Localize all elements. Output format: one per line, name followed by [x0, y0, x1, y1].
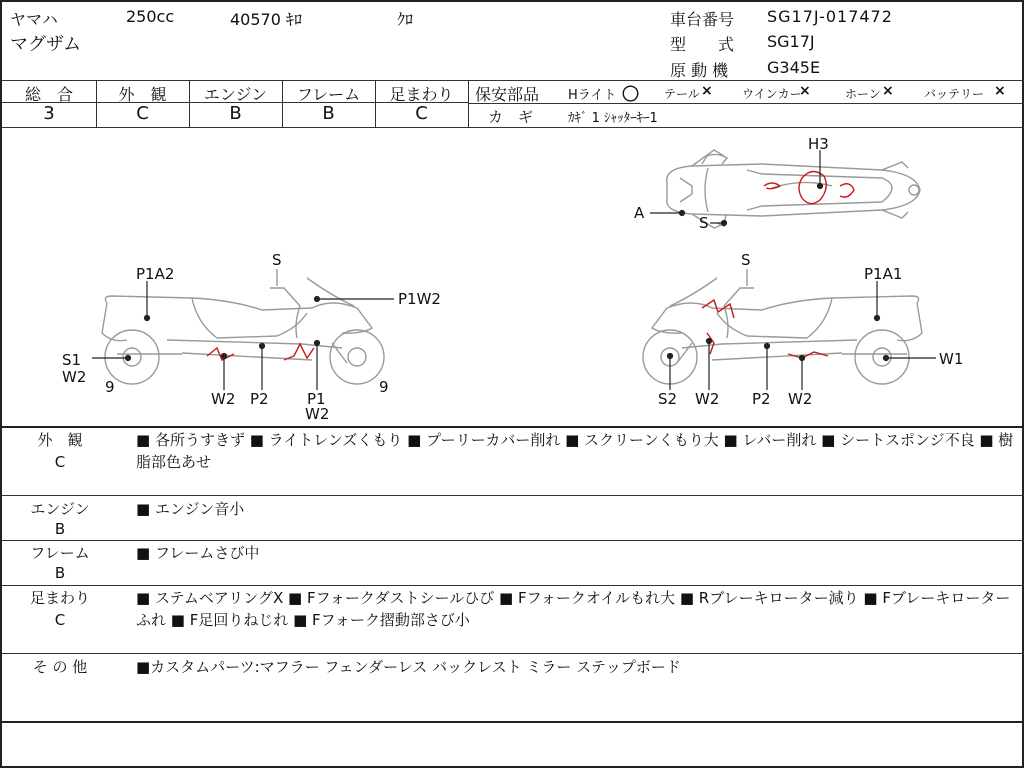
label-p2-right: P2: [752, 390, 771, 408]
key-value: ｶｷﾞ 1 ｼｬｯﾀｰｷｰ1: [568, 111, 658, 126]
grade-suspension-value: C: [415, 103, 428, 124]
label-p1a1: P1A1: [864, 265, 903, 283]
label-w2-right-b: W2: [788, 390, 813, 408]
safety-parts-label: 保安部品: [475, 85, 540, 104]
label-w2-bottom: W2: [305, 405, 330, 423]
section-frame-label: フレーム: [30, 544, 90, 562]
safety-headlight-mark: 〇: [622, 85, 639, 105]
divider: [2, 585, 1024, 586]
grade-exterior-value: C: [136, 103, 149, 124]
label-w2: W2: [211, 390, 236, 408]
grade-frame-value: B: [322, 103, 335, 124]
divider: [2, 80, 1024, 81]
color: ｸﾛ: [397, 10, 414, 29]
divider: [468, 103, 1024, 104]
safety-battery-label: バッテリー: [924, 87, 985, 101]
label-s-left: S: [272, 251, 282, 269]
grade-frame-label: フレーム: [296, 85, 361, 104]
grade-suspension-label: 足まわり: [389, 85, 454, 104]
label-p1a2: P1A2: [136, 265, 175, 283]
frame-number-label: 車台番号: [670, 10, 735, 29]
label-h3: H3: [808, 135, 829, 153]
section-engine-grade: B: [54, 520, 66, 538]
grade-engine-label: エンジン: [203, 85, 268, 104]
divider: [2, 653, 1024, 654]
section-engine-notes: ■ エンジン音小: [136, 500, 245, 518]
label-9-left: 9: [105, 378, 115, 396]
engine-model-label: 原 動 機: [670, 61, 729, 80]
model-name: マグザム: [10, 34, 82, 55]
section-exterior-notes: ■ 各所うすきず ■ ライトレンズくもり ■ プーリーカバー削れ ■ スクリーンくもり大 ■ レバー削れ ■ シートスポンジ不良 ■ 樹脂部色あせ: [136, 431, 1014, 471]
label-s-top: S: [699, 214, 709, 232]
grade-overall-value: 3: [43, 103, 55, 124]
safety-tail-label: テール: [664, 87, 700, 101]
safety-tail-mark: ×: [701, 83, 713, 99]
divider: [2, 540, 1024, 541]
label-p1w2: P1W2: [398, 290, 441, 308]
label-9-right: 9: [379, 378, 389, 396]
divider: [2, 721, 1024, 723]
key-label: カ ギ: [488, 108, 534, 126]
section-frame-notes: ■ フレームさび中: [136, 544, 260, 562]
frame-number: SG17J-017472: [767, 7, 893, 26]
section-engine-label: エンジン: [30, 500, 90, 518]
damage-diagram: [2, 128, 1022, 426]
safety-horn-label: ホーン: [845, 87, 881, 101]
grade-engine-value: B: [229, 103, 242, 124]
damage-marks: [207, 171, 854, 360]
model-type: SG17J: [767, 32, 815, 51]
label-p1: P1: [307, 390, 326, 408]
section-exterior-label: 外 観: [37, 431, 83, 449]
displacement: 250cc: [126, 7, 175, 26]
safety-winker-mark: ×: [799, 83, 811, 99]
grade-overall-label: 総 合: [24, 85, 73, 104]
divider: [2, 495, 1024, 496]
section-suspension-grade: C: [54, 611, 66, 629]
label-s-right: S: [741, 251, 751, 269]
scooter-right-view: [643, 269, 922, 384]
engine-model: G345E: [767, 58, 821, 77]
section-suspension-notes: ■ ステムベアリングX ■ Fフォークダストシールひび ■ Fフォークオイルもれ大 ■ Rブレーキローター減り ■ Fブレーキローターふれ ■ F足回りねじれ ■ Fフォーク摺動部さび小: [136, 589, 1011, 629]
divider: [2, 426, 1024, 428]
safety-headlight-label: Hライト: [568, 88, 617, 103]
label-s1: S1: [62, 351, 82, 369]
label-p2-left: P2: [250, 390, 269, 408]
section-other-label: そ の 他: [32, 658, 88, 676]
label-s2: S2: [658, 390, 678, 408]
safety-horn-mark: ×: [882, 83, 894, 99]
model-type-label: 型 式: [670, 35, 735, 54]
label-w1: W1: [939, 350, 964, 368]
grade-exterior-label: 外 観: [118, 85, 167, 104]
divider: [468, 80, 469, 127]
section-frame-grade: B: [54, 564, 66, 582]
safety-winker-label: ウインカー: [742, 87, 802, 101]
section-other-notes: ■カスタムパーツ:マフラー フェンダーレス バックレスト ミラー ステップボード: [136, 658, 681, 676]
scooter-left-view: [102, 269, 384, 384]
label-a: A: [634, 204, 645, 222]
label-w2-right-a: W2: [695, 390, 720, 408]
safety-battery-mark: ×: [994, 83, 1006, 99]
maker: ヤマハ: [10, 10, 58, 29]
section-suspension-label: 足まわり: [29, 589, 90, 607]
section-exterior-grade: C: [54, 453, 66, 471]
mileage: 40570 ｷﾛ: [230, 10, 302, 29]
label-w2-left: W2: [62, 368, 87, 386]
